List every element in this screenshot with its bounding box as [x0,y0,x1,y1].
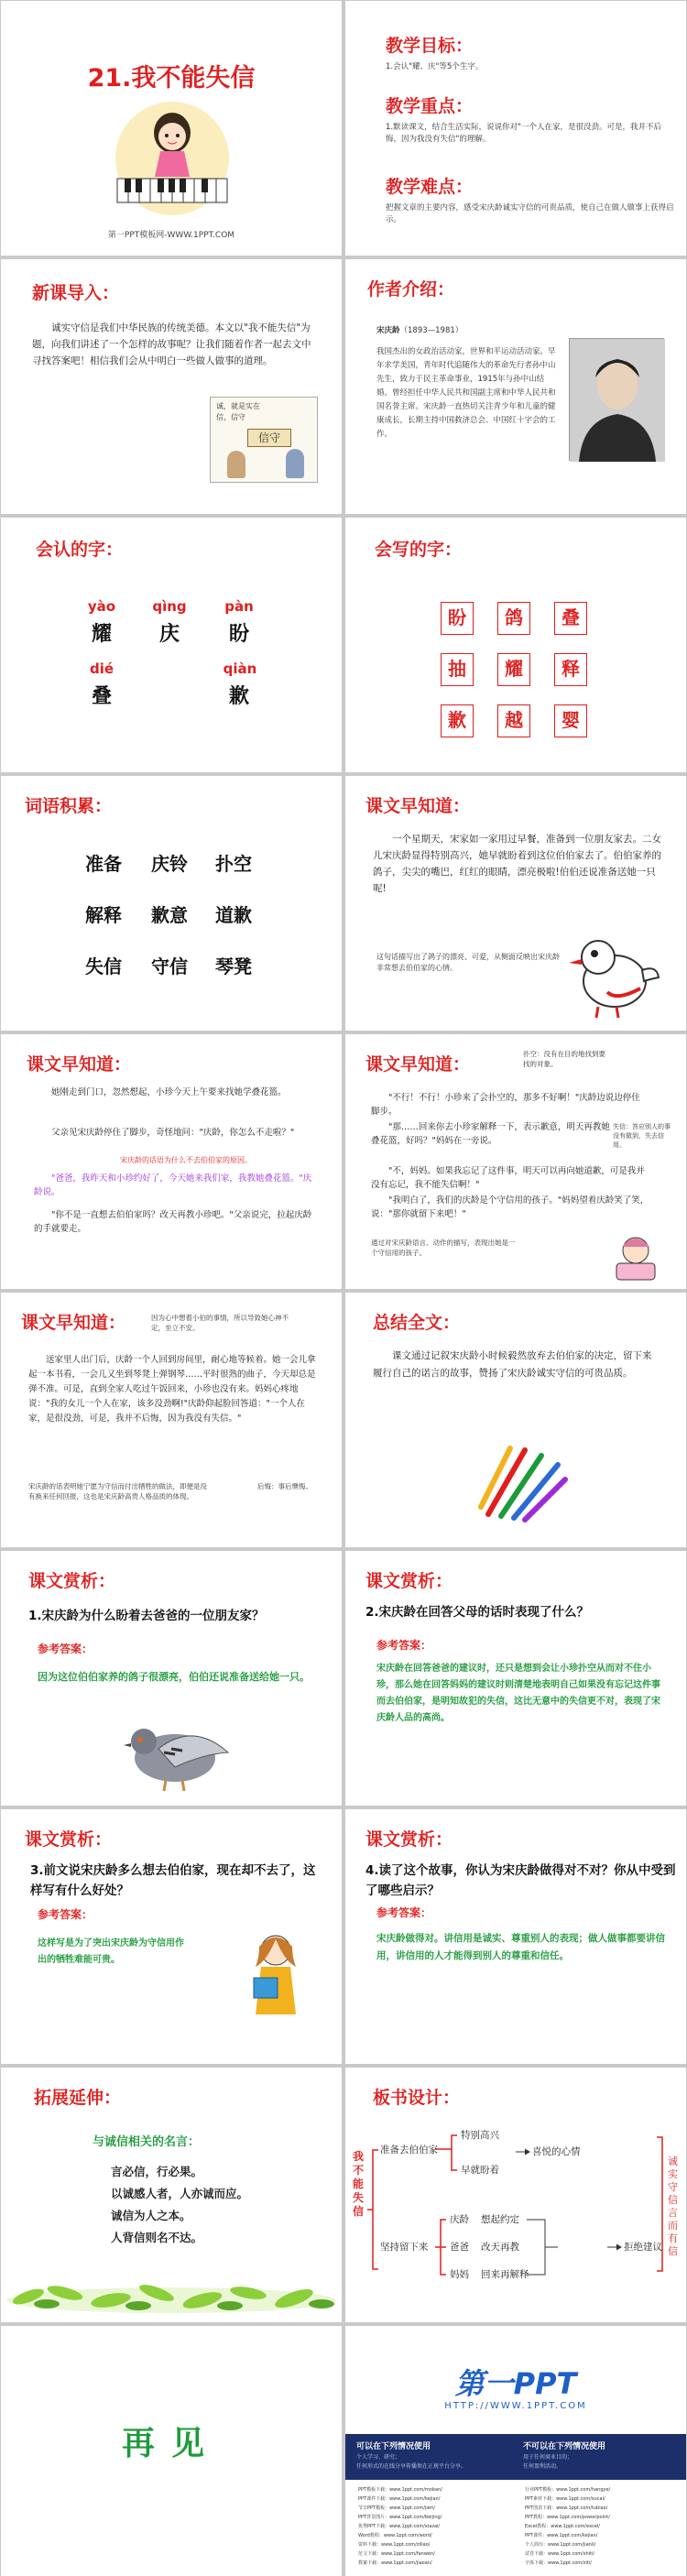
links-col-2 [525,2485,681,2568]
link-10[interactable]: 行业PPT模板：www.1ppt.com/hangye/ [525,2487,611,2493]
usage-allowed-1: 个人学习、研究； [356,2454,401,2461]
word-6: 道歉 [215,904,252,926]
word-5: 歉意 [151,904,188,926]
usage-denied-title: 不可以在下列情况使用 [523,2442,606,2451]
write-char-7: 歉 [441,704,474,737]
author-name: 宋庆龄 [376,326,400,335]
board-action-1: 想起约定 [481,2214,519,2225]
link-8[interactable]: 范文下载：www.1ppt.com/fanwen/ [358,2551,435,2557]
heading-extension: 拓展延伸： [34,2088,122,2108]
quotes-subtitle: 与诚信相关的名言： [93,2135,201,2149]
goodbye-text: 再见 [121,2425,221,2462]
pinyin-1: yào [87,598,116,615]
slide-goodbye [1,2326,342,2576]
heading-write: 会写的字： [375,540,463,560]
difficulties-text: 把握文章的主要内容，感受宋庆龄诚实守信的可贵品质，使自己在做人做事上获得启示。 [386,203,674,224]
link-5[interactable]: 优秀PPT下载：www.1ppt.com/xiazai/ [358,2524,441,2529]
link-7[interactable]: 资料下载：www.1ppt.com/ziliao/ [358,2542,431,2548]
preview-3-p2: "那……回来你去小珍家解释一下，表示歉意，明天再教她叠花篮，好吗？"妈妈在一旁说。 [371,1122,610,1146]
pigeon-illustration [562,928,662,1020]
slide-write-chars [345,518,686,772]
link-12[interactable]: PPT图表下载：www.1ppt.com/tubiao/ [525,2505,608,2511]
board-person-1: 庆龄 [450,2214,469,2225]
heading-goals: 教学目标： [386,36,474,56]
preview-1-note: 这句话描写出了鸽子的漂亮、可爱，从侧面反映出宋庆龄非常想去伯伯家的心情。 [376,953,560,972]
slide-author [345,259,686,514]
link-11[interactable]: PPT素材下载：www.1ppt.com/sucai/ [525,2496,605,2502]
summary-text: 课文通过记叙宋庆龄小时候毅然放弃去伯伯家的决定，留下来履行自己的诺言的故事，赞扬了宋庆龄诚实守信的可贵品质。 [373,1350,652,1379]
word-1: 准备 [85,853,122,875]
analysis-2-answer: 宋庆龄在回答爸爸的建议时，还只是想到会让小珍扑空从而对不住小珍，那么她在回答妈妈的建议时则清楚地表明自己如果没有忘记这件事而去伯伯家，是明知故犯的失信，这比无意中的失信更不对，表现了宋庆龄人品的高尚。 [376,1664,660,1723]
figure-right [286,449,304,478]
slide-analysis-3 [1,1809,342,2064]
pens-illustration [470,1441,571,1523]
write-char-5: 耀 [497,653,530,686]
heading-vocabulary: 词语积累： [25,796,113,816]
char-3: 盼 [229,623,250,646]
link-2[interactable]: PPT课件下载：www.1ppt.com/kejian/ [358,2496,441,2502]
heading-author: 作者介绍： [367,279,455,300]
slide-analysis-4 [345,1809,686,2064]
analysis-1-answer: 因为这位伯伯家养的鸽子很漂亮，伯伯还说准备送给她一只。 [38,1671,310,1683]
analysis-3-question: 3.前文说宋庆龄多么想去伯伯家，现在却不去了，这样写有什么好处？ [30,1863,316,1898]
word-3: 扑空 [215,853,252,875]
heading-analysis-1: 课文赏析： [28,1571,116,1591]
write-char-6: 释 [554,653,587,686]
quote-1: 言必信，行必果。 [111,2165,203,2178]
preview-3-p4: "我明白了，我们的庆龄是个守信用的孩子。"妈妈望着庆龄笑了笑，说："那你就留下来吧！" [371,1195,649,1219]
template-url: HTTP://WWW.1PPT.COM [444,2401,587,2411]
heading-board: 板书设计： [373,2088,461,2108]
pinyin-5: qiàn [223,660,257,677]
slide-preview-4 [1,1293,342,1547]
pinyin-2: qìng [152,598,187,615]
preview-3-side-note-2: 失信：答应别人的事没有做到，失去信用。 [613,1123,671,1149]
pinyin-3: pàn [224,598,254,615]
board-result-1: 喜悦的心情 [532,2146,581,2157]
author-bio: 我国杰出的女政治活动家，世界和平运动活动家。早年求学美国，青年时代追随伟大的革命先行者孙中山先生，致力于民主革命事业，1915年与孙中山结婚。曾经担任中华人民共和国副主席和中华人民共和国名誉主席。宋庆龄一直热切关注青少年和儿童的健康成长，长期主持中国救济总会、中国红十字会的工作。 [376,347,556,439]
link-9[interactable]: 教案下载：www.1ppt.com/jiaoan/ [358,2560,432,2566]
usage-allowed-2: 任何形式的在线分享传播须在正规平台分享。 [356,2463,467,2470]
slide-analysis-2 [345,1551,686,1806]
analysis-1-answer-label: 参考答案： [38,1643,93,1655]
trust-illustration: 诚，就是实在 信，信守 信守 [210,397,318,483]
link-1[interactable]: PPT模板下载：www.1ppt.com/moban/ [358,2487,442,2493]
analysis-4-question: 4.读了这个故事，你认为宋庆龄做得对不对？你从中受到了哪些启示？ [365,1863,676,1898]
word-4: 解释 [85,904,122,926]
board-branch-1: 特别高兴 [461,2130,499,2141]
slide-analysis-1 [1,1551,342,1806]
intro-text: 诚实守信是我们中华民族的传统美德。本文以"我不能失信"为题，向我们讲述了一个怎样的故事呢？让我们随着作者一起去文中寻找答案吧！相信我们会从中明白一些做人做事的道理。 [32,322,311,366]
write-char-2: 鸽 [497,602,530,635]
link-15[interactable]: PPT课件：www.1ppt.com/kejian/ [525,2533,598,2538]
leaves-decoration [1,2251,342,2322]
char-4: 叠 [92,685,113,708]
analysis-2-question: 2.宋庆龄在回答父母的话时表现了什么？ [365,1605,590,1620]
preview-1-text: 一个星期天，宋家如一家用过早餐，准备到一位朋友家去。二女儿宋庆龄显得特别高兴，她早就盼着到这位伯伯家去了。伯伯家养的鸽子，尖尖的嘴巴，红红的眼睛，漂亮极啦!伯伯还说准备送她一只呢! [373,834,661,894]
board-person-2: 爸爸 [450,2242,469,2253]
word-8: 守信 [151,955,188,977]
preview-4-note: 宋庆龄的话表明她宁愿为守信而付出牺牲的做法，即便是没有换来任何回报，这也是宋庆龄高贵人格品质的体现。 [28,1482,207,1501]
preview-2-note: 宋庆龄的话语为什么不去伯伯家的原因。 [120,1156,252,1164]
write-char-1: 盼 [441,602,474,635]
link-3[interactable]: 节日PPT模板：www.1ppt.com/jieri/ [358,2505,435,2511]
usage-denied-2: 任何盈利活动。 [523,2463,562,2470]
quote-2: 以诚感人者，人亦诚而应。 [111,2187,249,2200]
slide-objectives [345,1,686,256]
slide-template-info [345,2326,686,2576]
slide-recognize-chars [1,518,342,772]
slide-vocabulary [1,776,342,1031]
write-char-4: 抽 [441,653,474,686]
word-2: 庆铃 [151,853,188,875]
analysis-3-answer-label: 参考答案： [38,1908,93,1921]
trust-scroll: 信守 [247,429,291,447]
heading-intro: 新课导入： [32,283,120,303]
link-14[interactable]: Excel教程：www.1ppt.com/excel/ [525,2524,600,2529]
heading-key-points: 教学重点： [386,96,474,116]
write-char-3: 叠 [554,602,587,635]
analysis-1-question: 1.宋庆龄为什么盼着去爸爸的一位朋友家？ [28,1609,265,1623]
girl-piano-illustration [104,94,241,223]
write-char-8: 越 [497,704,530,737]
template-footer: 第一PPT模板网-WWW.1PPT.COM [107,231,235,240]
board-right-title: 诚实守信言而有信 [668,2156,678,2257]
board-left-title: 我不能失信 [353,2150,365,2218]
heading-analysis-2: 课文赏析： [365,1571,453,1591]
slide-summary [345,1293,686,1547]
preview-2-p2: 父亲见宋庆龄停住了脚步，奇怪地问："庆龄，你怎么不走啦？" [51,1128,295,1138]
author-years: （1893—1981） [399,326,463,335]
preview-3-note: 通过对宋庆龄语言、动作的描写，表现出她是一个守信用的孩子。 [371,1239,516,1257]
board-root-2: 坚持留下来 [380,2242,429,2253]
analysis-4-answer-label: 参考答案： [376,1906,432,1919]
preview-2-p1: 她刚走到门口，忽然想起，小珍今天上午要来找她学叠花篮。 [51,1087,287,1097]
link-16[interactable]: 个人简历：www.1ppt.com/jianli/ [525,2542,596,2548]
quote-3: 诚信为人之本。 [111,2209,191,2222]
char-5: 歉 [229,685,250,708]
preview-3-p1: "不行！不行！小珍来了会扑空的，那多不好啊！"庆龄边说边停住脚步。 [371,1093,640,1117]
analysis-4-answer: 宋庆龄做得对。讲信用是诚实、尊重别人的表现；做人做事都要讲信用，讲信用的人才能得到别人的尊重和信任。 [376,1933,665,1961]
pigeon-photo [111,1703,239,1795]
link-6[interactable]: Word教程：www.1ppt.com/word/ [358,2533,432,2538]
heading-preview-2: 课文早知道： [27,1054,132,1075]
lesson-title: 21.我不能失信 [87,64,256,93]
template-logo: 第一PPT [454,2366,577,2401]
key-points-text: 1.默读课文，结合生活实际，说说你对"一个人在家，是很没劲。可是，我并不后悔，因为我没有失信"的理解。 [386,123,662,144]
board-branch-2: 早就盼着 [461,2165,499,2176]
links-col-1 [358,2485,514,2568]
preview-4-side-note: 因为心中想着小伯的事情，所以导致她心神不定，坐立不安。 [151,1314,289,1332]
preview-4-paragraph: 送家里人出门后，庆龄一个人回到房间里，耐心地等候着。她一会儿拿起一本书看，一会儿又坐到琴凳上弹钢琴……平时很熟的曲子，今天却总是弹不准。可是，直到全家人吃过午饭回来，小珍也没有来。妈妈心疼地说："我的女儿一个人在家，该多没劲啊!"庆龄仰起脸回答道："一个人在家，是很没劲，可是，我并不后悔，因为我没有失信。" [28,1355,316,1424]
link-4[interactable]: PPT背景图片：www.1ppt.com/beijing/ [358,2515,442,2520]
char-2: 庆 [159,623,180,646]
board-action-2: 改天再教 [481,2242,519,2253]
link-17[interactable]: 试卷下载：www.1ppt.com/shiti/ [525,2551,595,2557]
board-bracket-lines [345,2068,686,2322]
author-portrait [569,338,664,461]
board-person-3: 妈妈 [450,2269,469,2280]
slide-intro [1,259,342,514]
char-1: 耀 [92,623,113,646]
usage-allowed-title: 可以在下列情况使用 [356,2442,431,2451]
slide-preview-2 [1,1034,342,1289]
slide-preview-3 [345,1034,686,1289]
heading-preview-3: 课文早知道： [365,1054,471,1075]
word-9: 琴凳 [215,955,252,977]
analysis-2-answer-label: 参考答案： [376,1639,432,1652]
link-18[interactable]: 字体下载：www.1ppt.com/ziti/ [525,2560,592,2566]
heading-preview-4: 课文早知道： [21,1313,126,1333]
figure-left [227,451,245,478]
preview-4-side-note-2: 后悔：事后懊悔。 [257,1482,312,1490]
heading-recognize: 会认的字： [36,540,124,560]
preview-2-p3: "爸爸，我昨天和小珍约好了，今天她来我们家，我教她叠花篮。"庆龄说。 [34,1173,312,1197]
board-action-3: 回来再解释 [481,2269,529,2280]
word-7: 失信 [85,955,122,977]
preview-3-p3: "不，妈妈。如果我忘记了这件事，明天可以再向她道歉，可是我并没有忘记，我不能失信啊！" [371,1166,645,1190]
goals-text: 1.会认"耀、庆"等5个生字。 [386,62,484,71]
heading-analysis-4: 课文赏析： [365,1829,453,1850]
preview-2-p4: "你不是一直想去伯伯家吗？改天再教小珍吧。"父亲说完，拉起庆龄的手就要走。 [34,1210,312,1234]
slide-title [1,1,342,256]
pinyin-4: dié [89,660,114,677]
analysis-3-answer: 这样写是为了突出宋庆龄为守信用作出的牺牲难能可贵。 [38,1938,184,1965]
girl-reading-illustration [604,1230,668,1283]
heading-difficulties: 教学难点： [386,177,474,197]
board-result-2: 拒绝建议 [624,2242,662,2253]
heading-preview-1: 课文早知道： [365,796,471,816]
write-char-9: 婴 [554,704,587,737]
preview-3-side-note: 扑空：没有在目的地找到要找的对象。 [523,1050,605,1068]
slide-preview-1 [345,776,686,1031]
link-13[interactable]: PPT教程：www.1ppt.com/powerpoint/ [525,2515,610,2520]
heading-analysis-3: 课文赏析： [25,1829,113,1850]
slide-extension [1,2068,342,2322]
usage-denied-1: 用于任何商业目的； [523,2454,573,2461]
board-root-1: 准备去伯伯家 [380,2145,438,2156]
slide-board-design [345,2068,686,2322]
girl-book-illustration [239,1930,312,2022]
heading-summary: 总结全文： [373,1313,461,1333]
quote-4: 人背信则名不达。 [111,2231,203,2244]
